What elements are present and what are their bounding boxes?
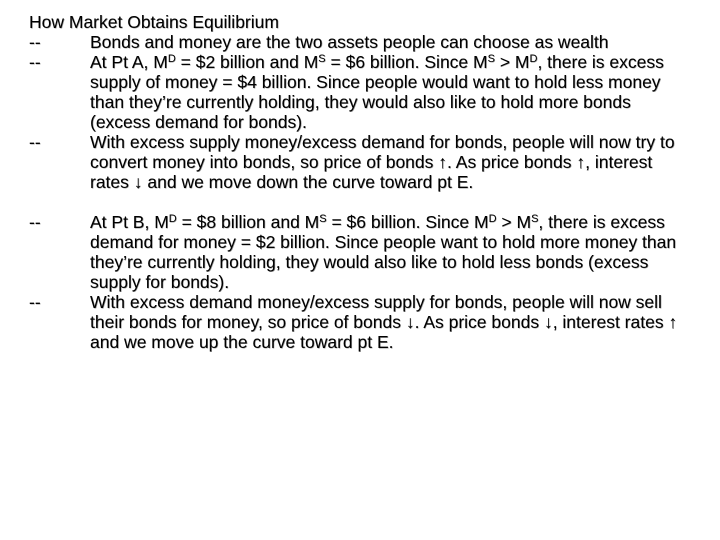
text-run: At Pt B, M	[90, 212, 169, 232]
bullet-marker: --	[29, 52, 41, 72]
text-run: = $6 billion. Since M	[326, 212, 489, 232]
text-run: = $8 billion and M	[176, 212, 320, 232]
bullet-item	[29, 132, 709, 192]
text-run: > M	[494, 52, 530, 72]
superscript: S	[531, 213, 539, 225]
bullet-text: With excess supply money/excess demand for bonds, people will now try to convert money into bonds, so price of bonds ↑. As price bonds ↑, interest rates ↓ and we move down the curve toward pt E.	[90, 132, 675, 192]
superscript: S	[318, 53, 326, 65]
text-run: , there is excess demand for money = $2 billion. Since people want to hold more money than they’re currently holding, they would also like to hold less bonds (excess supply for bonds).	[90, 212, 677, 292]
superscript: D	[529, 53, 538, 65]
bullet-item	[29, 212, 709, 292]
slide-content	[29, 12, 709, 352]
bullet-marker: --	[29, 32, 41, 52]
bullet-item	[29, 52, 709, 132]
superscript: S	[319, 213, 327, 225]
text-run: = $6 billion. Since M	[325, 52, 488, 72]
text-run: At Pt A, M	[90, 52, 168, 72]
bullet-marker: --	[29, 292, 41, 312]
bullet-text	[90, 52, 680, 132]
bullet-marker: --	[29, 212, 41, 232]
bullet-item	[29, 32, 709, 52]
text-run: > M	[496, 212, 532, 232]
bullet-list	[29, 32, 709, 352]
superscript: D	[488, 213, 497, 225]
bullet-text: With excess demand money/excess supply for bonds, people will now sell their bonds for money, so price of bonds ↓. As price bonds ↓, interest rates ↑ and we move up the curve toward pt E.	[90, 292, 678, 352]
bullet-text	[90, 212, 680, 292]
text-run: , there is excess supply of money = $4 billion. Since people would want to hold less money than they’re currently holding, they would also like to hold more bonds (excess demand for bonds).	[90, 52, 664, 132]
bullet-text: Bonds and money are the two assets people can choose as wealth	[90, 32, 609, 52]
superscript: D	[167, 53, 176, 65]
slide-title: How Market Obtains Equilibrium	[29, 12, 279, 32]
bullet-marker: --	[29, 132, 41, 152]
superscript: D	[168, 213, 177, 225]
text-run: = $2 billion and M	[175, 52, 319, 72]
superscript: S	[487, 53, 495, 65]
bullet-item	[29, 292, 709, 352]
